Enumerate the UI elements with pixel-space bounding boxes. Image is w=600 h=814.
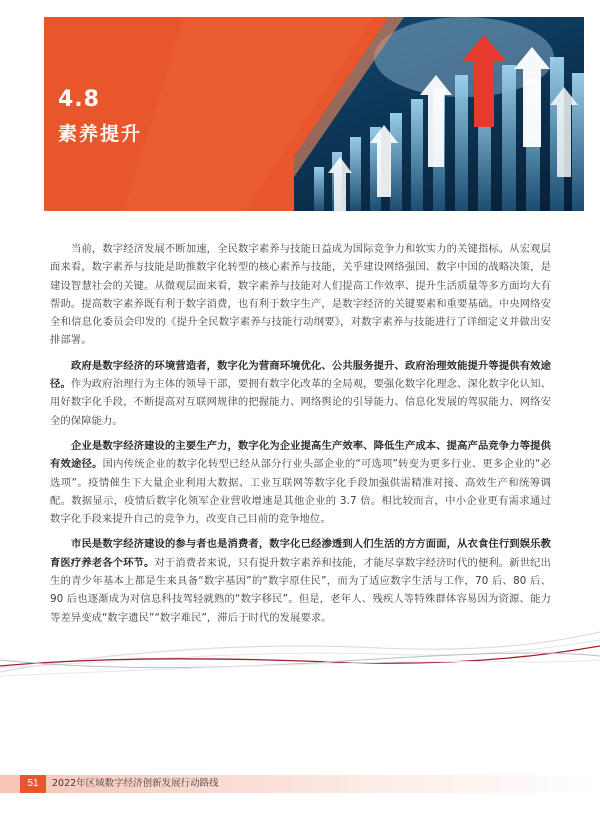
paragraph-citizen-text: 对于消费者来说，只有提升数字素养和技能，才能尽享数字经济时代的便利。新世纪出生的青少年基本上都是生来具备“数字基因”的“数字原住民”，而为了适应数字生活与工作，70 后、80 后、90 后也逐渐成为对信息科技驾轻就熟的“数字移民”。但是，老年人、残疾人等特殊群体容易因为资源、能力等差异变成“数字遗民”“数字难民”，滞后于时代的发展要求。 bbox=[50, 556, 551, 624]
section-title: 素养提升 bbox=[58, 123, 143, 145]
header-banner bbox=[44, 17, 584, 211]
paragraph-intro-text: 当前，数字经济发展不断加速，全民数字素养与技能日益成为国际竞争力和软实力的关键指标。从宏观层面来看，数字素养与技能是助推数字化转型的核心素养与技能，关乎建设网络强国、数字中国的战略决策，是建设智慧社会的关键。从微观层面来看，数字素养与技能对人们提高工作效率、提升生活质量等多方面均大有帮助。提高数字素养既有利于数字消费，也有利于数字生产，是数字经济的关键要素和重要基础。中央网络安全和信息化委员会印发的《提升全民数字素养与技能行动纲要》，对数字素养与技能进行了详细定义并做出安排部署。 bbox=[50, 243, 551, 347]
paragraph-enterprise-text: 国内传统企业的数字化转型已经从部分行业头部企业的“可选项”转变为更多行业、更多企业的“必选项”。疫情催生下大量企业利用大数据、工业互联网等数字化手段加强供需精准对接、高效生产和统筹调配。数据显示，疫情后数字化领军企业营收增速是其他企业的 3.7 倍。相比较而言，中小企业更有需求通过数字化手段来提升自己的竞争力，改变自己目前的竞争地位。 bbox=[50, 458, 551, 526]
paragraph-citizen bbox=[50, 535, 551, 626]
section-number: 4.8 bbox=[58, 87, 100, 112]
orange-diagonal-panel bbox=[44, 17, 584, 211]
paragraph-intro bbox=[50, 240, 551, 350]
paragraph-government bbox=[50, 357, 551, 430]
paragraph-government-lead: 政府是数字经济的环境营造者，数字化为营商环境优化、公共服务提升、政府治理效能提升等提供有效途径。 bbox=[50, 359, 551, 391]
paragraph-government-text: 作为政府治理行为主体的领导干部，要拥有数字化改革的全局观，要强化数字化理念、深化数字化认知、用好数字化手段，不断提高对互联网规律的把握能力、网络舆论的引导能力、信息化发展的驾驭能力、网络安全的保障能力。 bbox=[50, 378, 551, 427]
paragraph-enterprise bbox=[50, 437, 551, 528]
paragraph-citizen-lead: 市民是数字经济建设的参与者也是消费者，数字化已经渗透到人们生活的方方面面，从衣食住行到娱乐教育医疗养老各个环节。 bbox=[50, 538, 551, 569]
paragraph-enterprise-lead: 企业是数字经济建设的主要生产力，数字化为企业提高生产效率、降低生产成本、提高产品竞争力等提供有效途径。 bbox=[50, 439, 551, 471]
main-content bbox=[50, 240, 551, 634]
decorative-wave-lines bbox=[0, 620, 600, 700]
page-number: 51 bbox=[20, 775, 46, 793]
footer-title: 2022年区域数字经济创新发展行动路线 bbox=[52, 778, 219, 789]
